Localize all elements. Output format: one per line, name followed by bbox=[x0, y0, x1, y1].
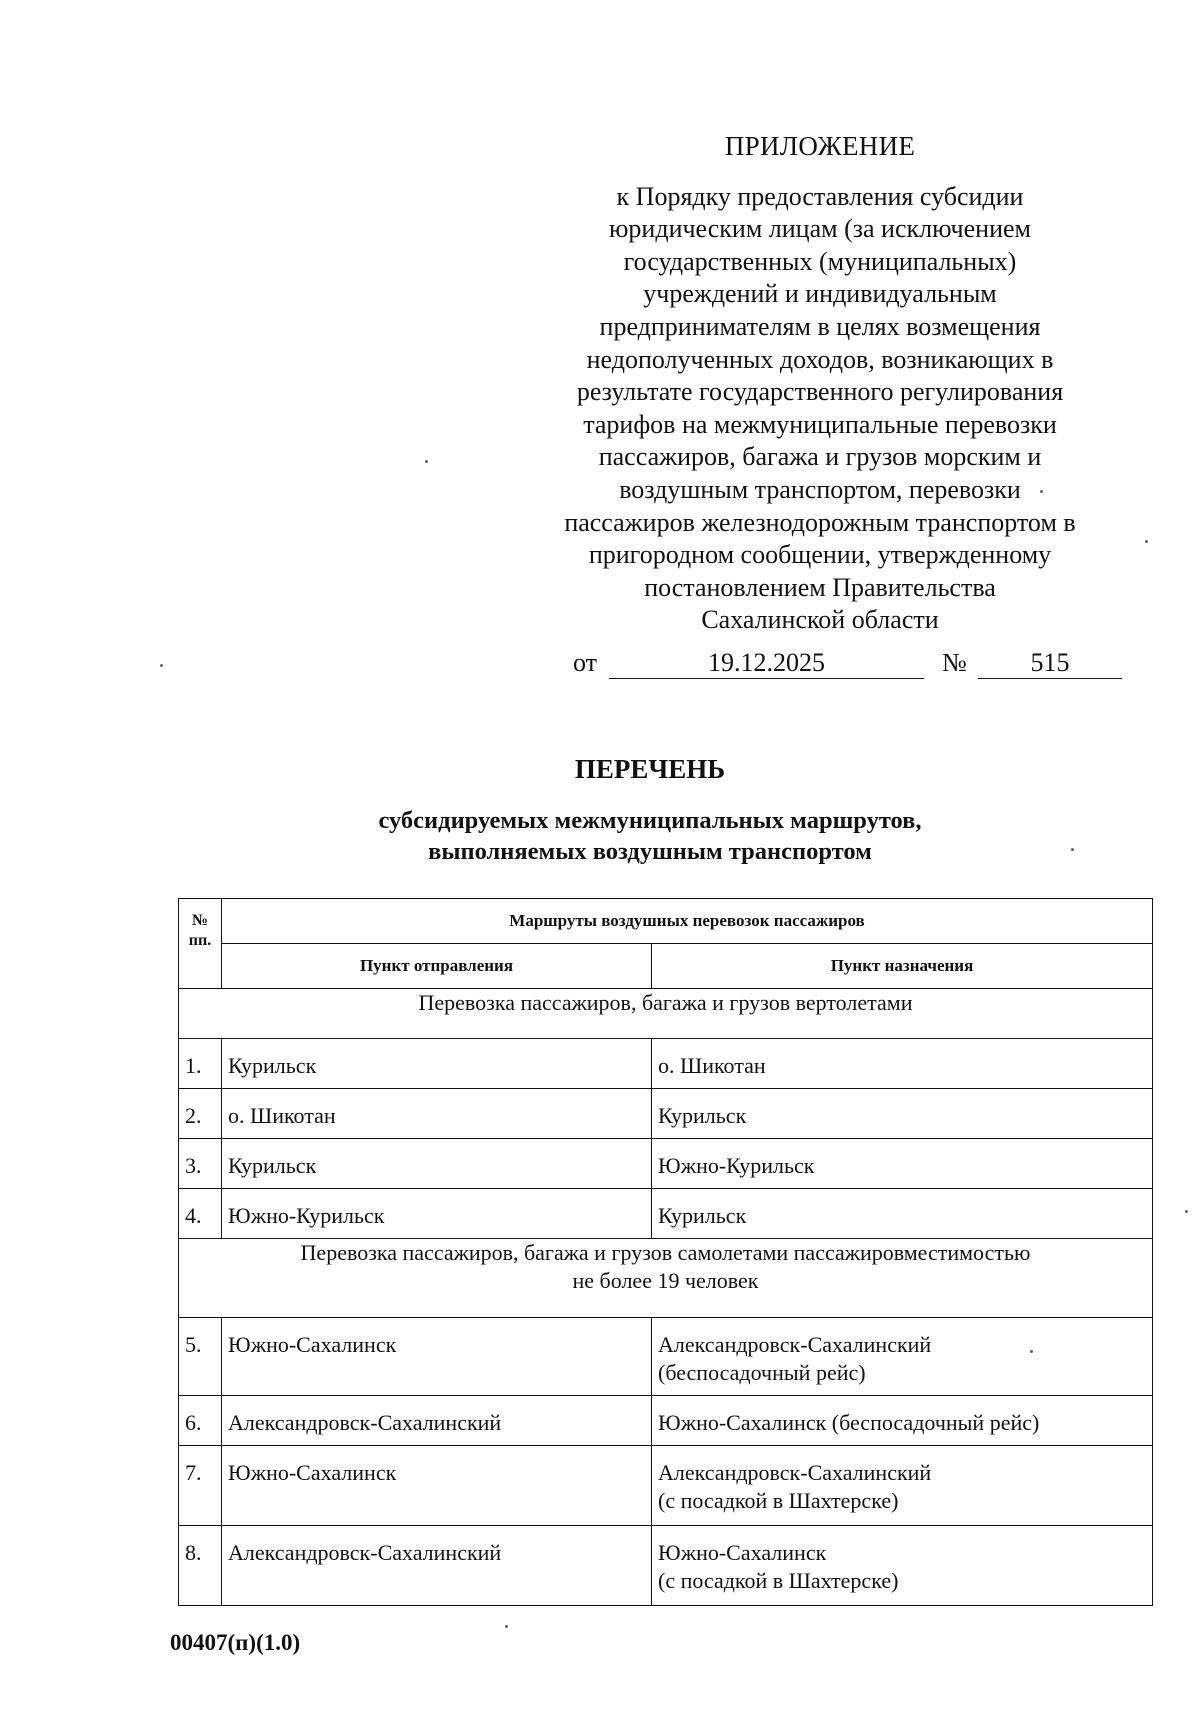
table-subheader-row bbox=[179, 944, 1153, 989]
date-number-line bbox=[566, 648, 1126, 682]
list-subtitle-line2: выполняемых воздушным транспортом bbox=[428, 838, 872, 865]
section-title-line: не более 19 человек bbox=[572, 1268, 759, 1293]
appendix-line: тарифов на межмуниципальные перевозки bbox=[583, 409, 1057, 439]
scan-speck bbox=[505, 1625, 508, 1628]
appendix-line: учреждений и индивидуальным bbox=[643, 279, 997, 309]
section-title bbox=[179, 989, 1153, 1039]
row-from: Курильск bbox=[222, 1139, 652, 1189]
row-to: Курильск bbox=[652, 1189, 1153, 1239]
scan-speck bbox=[1030, 1350, 1033, 1353]
number-value: 515 bbox=[978, 648, 1122, 679]
table-header-row bbox=[179, 899, 1153, 944]
section-row bbox=[179, 989, 1153, 1039]
row-from: о. Шикотан bbox=[222, 1089, 652, 1139]
row-from: Южно-Сахалинск bbox=[222, 1446, 652, 1526]
appendix-line: постановлением Правительства bbox=[644, 572, 996, 602]
row-to-line: Южно-Сахалинск bbox=[658, 1540, 827, 1565]
list-subtitle-line1: субсидируемых межмуниципальных маршрутов, bbox=[378, 807, 922, 834]
appendix-line: государственных (муниципальных) bbox=[623, 246, 1017, 276]
from-column-header: Пункт отправления bbox=[222, 944, 652, 989]
appendix-line: пассажиров железнодорожным транспортом в bbox=[564, 507, 1076, 537]
appendix-line: предпринимателям в целях возмещения bbox=[599, 311, 1041, 341]
row-number: 2. bbox=[179, 1089, 222, 1139]
row-number: 6. bbox=[179, 1396, 222, 1446]
table-row bbox=[179, 1139, 1153, 1189]
row-from: Южно-Сахалинск bbox=[222, 1318, 652, 1396]
num-header-symbol: № bbox=[191, 912, 209, 929]
row-to-line: (с посадкой в Шахтерске) bbox=[658, 1488, 899, 1513]
row-number: 4. bbox=[179, 1189, 222, 1239]
table-row bbox=[179, 1396, 1153, 1446]
row-to-line: (с посадкой в Шахтерске) bbox=[658, 1568, 899, 1593]
table-row bbox=[179, 1189, 1153, 1239]
appendix-block bbox=[540, 130, 1100, 637]
num-column-header bbox=[179, 899, 222, 989]
row-from: Александровск-Сахалинский bbox=[222, 1396, 652, 1446]
appendix-line: юридическим лицам (за исключением bbox=[609, 214, 1031, 244]
section-row bbox=[179, 1239, 1153, 1318]
appendix-heading: ПРИЛОЖЕНИЕ bbox=[724, 131, 916, 161]
scan-speck bbox=[1071, 848, 1074, 851]
appendix-line: результате государственного регулирования bbox=[576, 377, 1064, 407]
list-title: ПЕРЕЧЕНЬ bbox=[574, 754, 726, 784]
section-title-line: Перевозка пассажиров, багажа и грузов вертолетами bbox=[418, 990, 913, 1015]
row-number: 8. bbox=[179, 1526, 222, 1606]
scan-speck bbox=[425, 460, 428, 463]
row-to: Южно-Сахалинск (беспосадочный рейс) bbox=[652, 1396, 1153, 1446]
section-title-line: Перевозка пассажиров, багажа и грузов самолетами пассажировместимостью bbox=[300, 1240, 1031, 1265]
table-row bbox=[179, 1318, 1153, 1396]
appendix-line: недополученных доходов, возникающих в bbox=[586, 344, 1054, 374]
appendix-line: пригородном сообщении, утвержденному bbox=[588, 540, 1052, 570]
row-number: 7. bbox=[179, 1446, 222, 1526]
scan-speck bbox=[1185, 1210, 1188, 1213]
scan-speck bbox=[1040, 490, 1043, 493]
scan-speck bbox=[1145, 540, 1148, 543]
scan-speck bbox=[160, 664, 163, 667]
row-number: 5. bbox=[179, 1318, 222, 1396]
appendix-line: к Порядку предоставления субсидии bbox=[616, 181, 1024, 211]
appendix-line: воздушным транспортом, перевозки bbox=[619, 474, 1021, 504]
row-to bbox=[652, 1446, 1153, 1526]
appendix-line: пассажиров, багажа и грузов морским и bbox=[598, 442, 1042, 472]
table-row bbox=[179, 1526, 1153, 1606]
date-label: от bbox=[573, 648, 598, 677]
routes-header: Маршруты воздушных перевозок пассажиров bbox=[222, 899, 1153, 944]
routes-table bbox=[178, 898, 1153, 1606]
row-from: Южно-Курильск bbox=[222, 1189, 652, 1239]
table-row bbox=[179, 1039, 1153, 1089]
row-to: Южно-Курильск bbox=[652, 1139, 1153, 1189]
row-to bbox=[652, 1526, 1153, 1606]
table-row bbox=[179, 1089, 1153, 1139]
row-number: 3. bbox=[179, 1139, 222, 1189]
row-to: Курильск bbox=[652, 1089, 1153, 1139]
row-to-line: (беспосадочный рейс) bbox=[658, 1360, 866, 1385]
table-row bbox=[179, 1446, 1153, 1526]
row-from: Курильск bbox=[222, 1039, 652, 1089]
to-column-header: Пункт назначения bbox=[652, 944, 1153, 989]
section-title bbox=[179, 1239, 1153, 1318]
row-to bbox=[652, 1318, 1153, 1396]
number-label: № bbox=[942, 648, 967, 677]
row-to: о. Шикотан bbox=[652, 1039, 1153, 1089]
num-header-abbr: пп. bbox=[188, 932, 212, 949]
appendix-line: Сахалинской области bbox=[701, 605, 939, 635]
row-to-line: Александровск-Сахалинский bbox=[658, 1460, 932, 1485]
row-to-line: Александровск-Сахалинский bbox=[658, 1332, 932, 1357]
document-code: 00407(п)(1.0) bbox=[170, 1630, 301, 1655]
row-number: 1. bbox=[179, 1039, 222, 1089]
date-value: 19.12.2025 bbox=[609, 648, 924, 679]
row-from: Александровск-Сахалинский bbox=[222, 1526, 652, 1606]
